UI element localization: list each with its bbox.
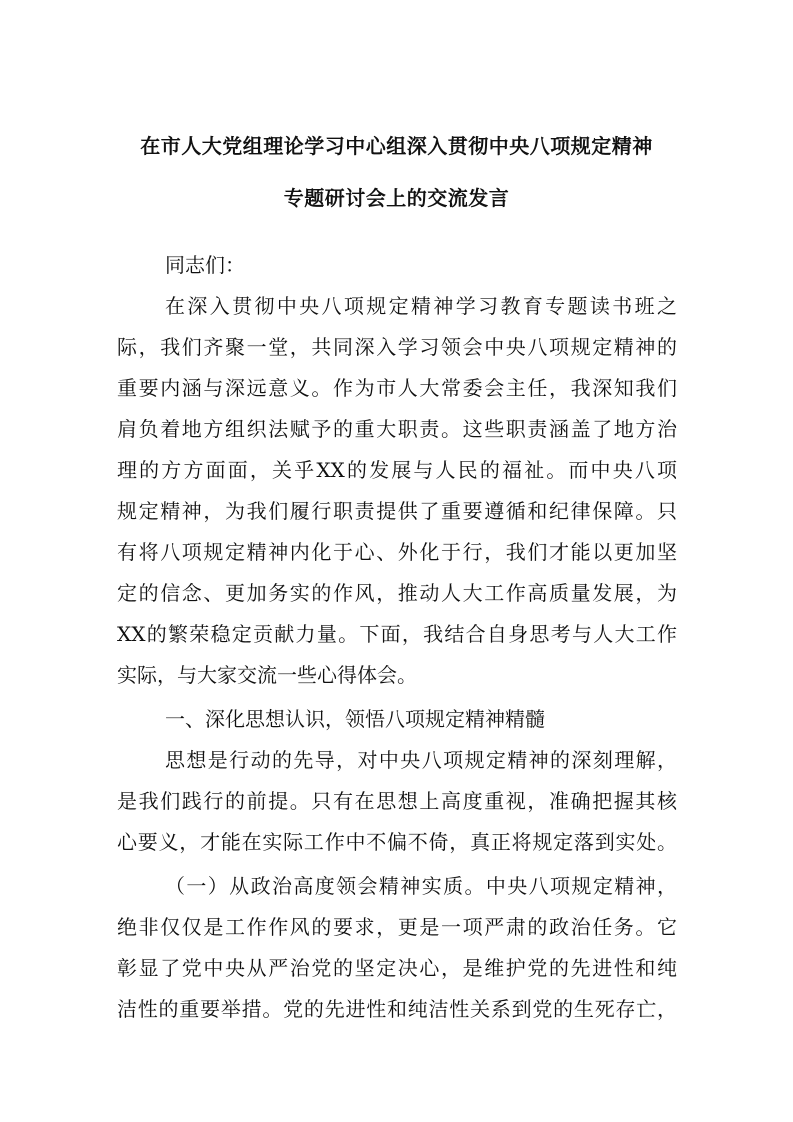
paragraph-line: 是我们践行的前提。只有在思想上高度重视，准确把握其核 <box>117 789 677 813</box>
paragraph-line: 思想是行动的先导，对中央八项规定精神的深刻理解， <box>165 748 677 772</box>
paragraph-line: 肩负着地方组织法赋予的重大职责。这些职责涵盖了地方治 <box>117 417 677 441</box>
salutation: 同志们： <box>165 253 245 277</box>
paragraph-line: 实际，与大家交流一些心得体会。 <box>117 663 417 687</box>
section-heading: 一、深化思想认识，领悟八项规定精神精髓 <box>165 707 545 731</box>
paragraph-line: 理的方方面面，关乎XX的发展与人民的福祉。而中央八项 <box>117 458 677 482</box>
document-title-line-2: 专题研讨会上的交流发言 <box>283 186 510 210</box>
paragraph-line: 彰显了党中央从严治党的坚定决心，是维护党的先进性和纯 <box>117 956 677 980</box>
document-title-line-1: 在市人大党组理论学习中心组深入贯彻中央八项规定精神 <box>140 134 653 158</box>
paragraph-line: 在深入贯彻中央八项规定精神学习教育专题读书班之 <box>165 294 677 318</box>
paragraph-line: 定的信念、更加务实的作风，推动人大工作高质量发展，为 <box>117 581 677 605</box>
paragraph-line: 规定精神，为我们履行职责提供了重要遵循和纪律保障。只 <box>117 499 677 523</box>
paragraph-line: 绝非仅仅是工作作风的要求，更是一项严肃的政治任务。它 <box>117 915 677 939</box>
paragraph-line: （一）从政治高度领会精神实质。中央八项规定精神， <box>165 874 677 898</box>
paragraph-line: 际，我们齐聚一堂，共同深入学习领会中央八项规定精神的 <box>117 335 677 359</box>
paragraph-line: 心要义，才能在实际工作中不偏不倚，真正将规定落到实处。 <box>117 830 677 854</box>
paragraph-line: 重要内涵与深远意义。作为市人大常委会主任，我深知我们 <box>117 376 677 400</box>
paragraph-line: 洁性的重要举措。党的先进性和纯洁性关系到党的生死存亡， <box>117 997 677 1021</box>
paragraph-line: 有将八项规定精神内化于心、外化于行，我们才能以更加坚 <box>117 540 677 564</box>
paragraph-line: XX的繁荣稳定贡献力量。下面，我结合自身思考与人大工作 <box>117 622 677 646</box>
